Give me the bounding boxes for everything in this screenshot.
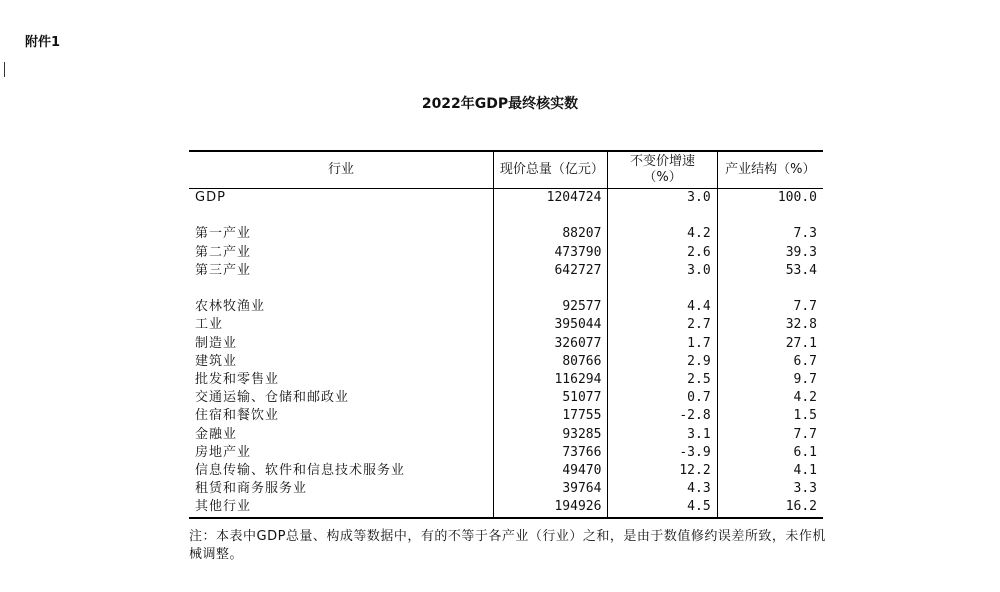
row-total: 39764 <box>493 480 608 498</box>
row-name: 房地产业 <box>189 444 493 462</box>
attachment-label: 附件1 <box>25 35 61 50</box>
row-structure: 32.8 <box>785 317 817 333</box>
spacer-row <box>189 280 823 298</box>
row-growth: 2.6 <box>608 244 717 262</box>
table-row <box>189 407 823 425</box>
row-name: 工业 <box>189 316 493 334</box>
table-row <box>189 389 823 407</box>
row-growth: -2.8 <box>608 407 717 425</box>
row-structure: 3.3 <box>793 481 817 497</box>
table-row <box>189 244 823 262</box>
row-structure: 100.0 <box>777 190 817 205</box>
table-row <box>189 262 823 280</box>
row-structure: 7.7 <box>793 426 817 442</box>
row-name: 批发和零售业 <box>189 371 493 389</box>
row-total: 194926 <box>493 498 608 517</box>
row-growth: 4.2 <box>608 225 717 243</box>
row-total: 80766 <box>493 353 608 371</box>
row-structure: 9.7 <box>793 372 817 387</box>
row-total: 51077 <box>493 389 608 407</box>
table-footnote: 注：本表中GDP总量、构成等数据中，有的不等于各产业（行业）之和，是由于数值修约误差所致，未作机械调整。 <box>189 529 826 562</box>
row-name: 住宿和餐饮业 <box>189 407 493 425</box>
text-cursor <box>4 62 5 77</box>
row-structure: 7.3 <box>793 226 817 242</box>
table-row <box>189 444 823 462</box>
row-structure: 4.2 <box>793 390 817 406</box>
row-total: 1204724 <box>493 189 608 208</box>
row-name: 第二产业 <box>189 244 493 262</box>
row-total: 395044 <box>493 316 608 334</box>
row-growth: 4.4 <box>608 298 717 316</box>
row-name: 交通运输、仓储和邮政业 <box>189 389 493 407</box>
table-row <box>189 298 823 316</box>
row-growth: -3.9 <box>608 444 717 462</box>
header-growth: 不变价增速（%） <box>608 151 717 189</box>
gdp-table <box>189 150 823 519</box>
row-structure: 1.5 <box>793 408 817 424</box>
row-growth: 3.1 <box>608 426 717 444</box>
row-growth: 3.0 <box>608 189 717 208</box>
table-row <box>189 498 823 517</box>
header-structure: 产业结构（%） <box>717 151 823 189</box>
table-row <box>189 353 823 371</box>
table-row <box>189 316 823 334</box>
table-row <box>189 335 823 353</box>
row-growth: 12.2 <box>608 462 717 480</box>
row-total: 49470 <box>493 462 608 480</box>
row-total: 93285 <box>493 426 608 444</box>
table-header-row <box>189 151 823 189</box>
row-total: 473790 <box>493 244 608 262</box>
row-structure: 7.7 <box>793 299 817 315</box>
row-structure: 27.1 <box>785 335 817 351</box>
row-name: 信息传输、软件和信息技术服务业 <box>189 462 493 480</box>
row-structure: 4.1 <box>793 463 817 479</box>
table-title: 2022年GDP最终核实数 <box>421 96 579 112</box>
spacer-row <box>189 207 823 225</box>
row-structure: 39.3 <box>785 244 817 260</box>
table-row <box>189 225 823 243</box>
table-row <box>189 426 823 444</box>
row-total: 92577 <box>493 298 608 316</box>
row-name: 制造业 <box>189 335 493 353</box>
table-row <box>189 189 823 208</box>
row-total: 88207 <box>493 225 608 243</box>
table-row <box>189 462 823 480</box>
header-total: 现价总量（亿元） <box>493 151 608 189</box>
row-growth: 2.5 <box>608 371 717 389</box>
row-growth: 0.7 <box>608 389 717 407</box>
row-name: 农林牧渔业 <box>189 298 493 316</box>
row-structure: 6.7 <box>793 353 817 369</box>
row-growth: 3.0 <box>608 262 717 280</box>
row-growth: 4.5 <box>608 498 717 517</box>
row-name: 建筑业 <box>189 353 493 371</box>
row-structure: 6.1 <box>793 444 817 460</box>
row-growth: 2.7 <box>608 316 717 334</box>
row-total: 73766 <box>493 444 608 462</box>
row-total: 116294 <box>493 371 608 389</box>
row-growth: 2.9 <box>608 353 717 371</box>
header-industry: 行业 <box>189 151 493 189</box>
row-total: 17755 <box>493 407 608 425</box>
row-total: 642727 <box>493 262 608 280</box>
row-name: 金融业 <box>189 426 493 444</box>
row-total: 326077 <box>493 335 608 353</box>
table-row <box>189 480 823 498</box>
row-name: 第三产业 <box>189 262 493 280</box>
row-name: 第一产业 <box>189 225 493 243</box>
row-structure: 53.4 <box>785 262 817 278</box>
row-name: 其他行业 <box>189 498 493 517</box>
row-name: GDP <box>189 189 493 208</box>
row-structure: 16.2 <box>785 499 817 515</box>
row-growth: 4.3 <box>608 480 717 498</box>
row-name: 租赁和商务服务业 <box>189 480 493 498</box>
table-row <box>189 371 823 389</box>
row-growth: 1.7 <box>608 335 717 353</box>
